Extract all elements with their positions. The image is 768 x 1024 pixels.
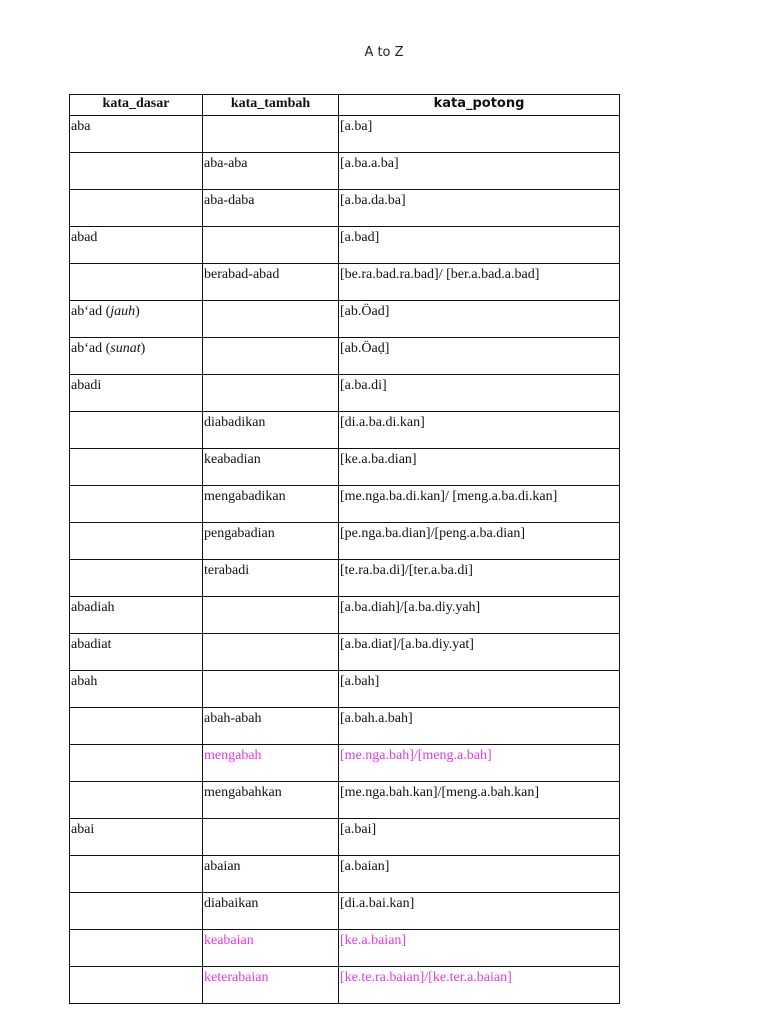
cell-kata-dasar xyxy=(70,967,203,1004)
cell-kata-dasar xyxy=(70,930,203,967)
cell-kata-tambah xyxy=(203,375,339,412)
cell-kata-dasar xyxy=(70,153,203,190)
cell-kata-potong: [ke.a.baian] xyxy=(339,930,620,967)
header-row xyxy=(70,95,620,116)
cell-kata-potong: [a.bad] xyxy=(339,227,620,264)
cell-kata-potong: [a.bah.a.bah] xyxy=(339,708,620,745)
cell-kata-tambah: keabadian xyxy=(203,449,339,486)
cell-kata-tambah: diabaikan xyxy=(203,893,339,930)
cell-kata-dasar xyxy=(70,560,203,597)
cell-kata-potong: [a.bai] xyxy=(339,819,620,856)
cell-kata-tambah: abah-abah xyxy=(203,708,339,745)
kata-dasar-text: ab‘ad xyxy=(71,304,103,319)
cell-kata-potong: [a.baian] xyxy=(339,856,620,893)
cell-kata-dasar xyxy=(70,190,203,227)
cell-kata-potong: [ab.Öaḍ] xyxy=(339,338,620,375)
kata-dasar-text: ab‘ad xyxy=(71,341,103,356)
cell-kata-dasar xyxy=(70,819,203,856)
kata-dasar-note: jauh xyxy=(110,304,136,319)
kata-dasar-text: abah xyxy=(71,674,98,689)
cell-kata-tambah: aba-aba xyxy=(203,153,339,190)
cell-kata-dasar xyxy=(70,449,203,486)
cell-kata-potong: [a.ba.di] xyxy=(339,375,620,412)
kata-dasar-text: abadi xyxy=(71,378,102,393)
cell-kata-potong: [a.ba.diah]/[a.ba.diy.yah] xyxy=(339,597,620,634)
table-row xyxy=(70,745,620,782)
kata-dasar-text: abai xyxy=(71,822,95,837)
cell-kata-dasar xyxy=(70,375,203,412)
table-row xyxy=(70,227,620,264)
cell-kata-dasar xyxy=(70,116,203,153)
cell-kata-dasar xyxy=(70,708,203,745)
cell-kata-dasar xyxy=(70,893,203,930)
table-row xyxy=(70,153,620,190)
header-kata-tambah: kata_tambah xyxy=(203,95,339,116)
cell-kata-potong: [ke.te.ra.baian]/[ke.ter.a.baian] xyxy=(339,967,620,1004)
cell-kata-potong: [be.ra.bad.ra.bad]/ [ber.a.bad.a.bad] xyxy=(339,264,620,301)
cell-kata-dasar: ab‘ad (sunat) xyxy=(70,338,203,375)
cell-kata-potong: [a.ba.diat]/[a.ba.diy.yat] xyxy=(339,634,620,671)
kata-dasar-text: abadiah xyxy=(71,600,115,615)
cell-kata-potong: [a.ba] xyxy=(339,116,620,153)
cell-kata-tambah: berabad-abad xyxy=(203,264,339,301)
cell-kata-tambah xyxy=(203,338,339,375)
kata-dasar-text: abad xyxy=(71,230,98,245)
table-row xyxy=(70,301,620,338)
cell-kata-potong: [ab.Öad] xyxy=(339,301,620,338)
cell-kata-tambah xyxy=(203,301,339,338)
table-row xyxy=(70,560,620,597)
cell-kata-potong: [te.ra.ba.di]/[ter.a.ba.di] xyxy=(339,560,620,597)
table-row xyxy=(70,449,620,486)
header-kata-potong: kata_potong xyxy=(339,95,620,116)
cell-kata-dasar xyxy=(70,412,203,449)
table-row xyxy=(70,782,620,819)
cell-kata-tambah: mengabadikan xyxy=(203,486,339,523)
header-kata-dasar: kata_dasar xyxy=(70,95,203,116)
dictionary-table xyxy=(69,94,620,1004)
table-row xyxy=(70,116,620,153)
cell-kata-tambah: abaian xyxy=(203,856,339,893)
cell-kata-potong: [me.nga.bah.kan]/[meng.a.bah.kan] xyxy=(339,782,620,819)
cell-kata-tambah: mengabahkan xyxy=(203,782,339,819)
cell-kata-dasar xyxy=(70,634,203,671)
cell-kata-tambah: pengabadian xyxy=(203,523,339,560)
cell-kata-potong: [me.nga.bah]/[meng.a.bah] xyxy=(339,745,620,782)
cell-kata-tambah: terabadi xyxy=(203,560,339,597)
cell-kata-tambah: mengabah xyxy=(203,745,339,782)
cell-kata-tambah xyxy=(203,671,339,708)
cell-kata-dasar xyxy=(70,782,203,819)
table-row xyxy=(70,930,620,967)
cell-kata-tambah xyxy=(203,116,339,153)
cell-kata-potong: [di.a.bai.kan] xyxy=(339,893,620,930)
page-title: A to Z xyxy=(364,45,404,60)
kata-dasar-text: aba xyxy=(71,119,91,134)
table-body xyxy=(70,116,620,1004)
table-row xyxy=(70,486,620,523)
table-row xyxy=(70,708,620,745)
cell-kata-potong: [ke.a.ba.dian] xyxy=(339,449,620,486)
cell-kata-potong: [a.ba.a.ba] xyxy=(339,153,620,190)
cell-kata-potong: [di.a.ba.di.kan] xyxy=(339,412,620,449)
cell-kata-dasar xyxy=(70,597,203,634)
cell-kata-dasar xyxy=(70,227,203,264)
cell-kata-tambah xyxy=(203,634,339,671)
cell-kata-tambah xyxy=(203,227,339,264)
table-row xyxy=(70,190,620,227)
cell-kata-potong: [a.ba.da.ba] xyxy=(339,190,620,227)
table-row xyxy=(70,523,620,560)
cell-kata-dasar xyxy=(70,264,203,301)
cell-kata-potong: [me.nga.ba.di.kan]/ [meng.a.ba.di.kan] xyxy=(339,486,620,523)
table-row xyxy=(70,375,620,412)
cell-kata-tambah: keabaian xyxy=(203,930,339,967)
cell-kata-potong: [a.bah] xyxy=(339,671,620,708)
cell-kata-dasar xyxy=(70,486,203,523)
cell-kata-tambah: diabadikan xyxy=(203,412,339,449)
cell-kata-tambah xyxy=(203,597,339,634)
cell-kata-tambah: aba-daba xyxy=(203,190,339,227)
table-row xyxy=(70,597,620,634)
table-row xyxy=(70,856,620,893)
cell-kata-dasar xyxy=(70,856,203,893)
cell-kata-tambah xyxy=(203,819,339,856)
table-row xyxy=(70,893,620,930)
kata-dasar-note: sunat xyxy=(110,341,141,356)
table-row xyxy=(70,671,620,708)
table-row xyxy=(70,338,620,375)
table-row xyxy=(70,264,620,301)
cell-kata-tambah: keterabaian xyxy=(203,967,339,1004)
kata-dasar-text: abadiat xyxy=(71,637,112,652)
table-row xyxy=(70,819,620,856)
table-row xyxy=(70,412,620,449)
cell-kata-dasar: ab‘ad (jauh) xyxy=(70,301,203,338)
cell-kata-dasar xyxy=(70,523,203,560)
table-row xyxy=(70,967,620,1004)
cell-kata-potong: [pe.nga.ba.dian]/[peng.a.ba.dian] xyxy=(339,523,620,560)
table-row xyxy=(70,634,620,671)
cell-kata-dasar xyxy=(70,671,203,708)
cell-kata-dasar xyxy=(70,745,203,782)
